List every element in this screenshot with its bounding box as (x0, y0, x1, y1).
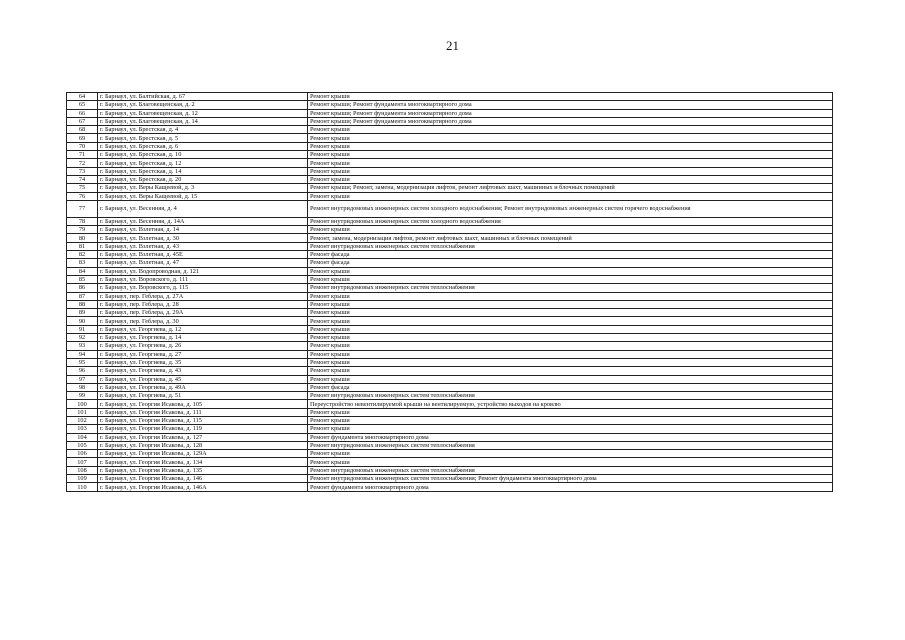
works-cell: Ремонт фундамента многоквартирного дома (308, 483, 833, 491)
table-row (67, 441, 833, 449)
works-cell: Ремонт, замена, модернизация лифтов, ремонт лифтовых шахт, машинных и блочных помещений (308, 234, 833, 242)
address-cell: г. Барнаул, ул. Взлетная, д. 45Е (98, 251, 308, 259)
works-cell: Ремонт крыши (308, 408, 833, 416)
works-cell: Ремонт крыши (308, 226, 833, 234)
table-row (67, 392, 833, 400)
table-row (67, 259, 833, 267)
works-cell: Ремонт внутридомовых инженерных систем холодного водоснабжения; Ремонт внутридомовых инженерных систем горячего водоснабжения (308, 200, 833, 217)
table-row (67, 200, 833, 217)
address-cell: г. Барнаул, ул. Георгиева, д. 12 (98, 325, 308, 333)
address-cell: г. Барнаул, ул. Георгия Исакова, д. 128 (98, 441, 308, 449)
table-row (67, 117, 833, 125)
table-row (67, 234, 833, 242)
works-cell: Ремонт крыши; Ремонт фундамента многоквартирного дома (308, 109, 833, 117)
address-cell: г. Барнаул, пер. Геблера, д. 27А (98, 292, 308, 300)
row-number-cell: 104 (67, 433, 98, 441)
address-cell: г. Барнаул, ул. Георгиева, д. 35 (98, 358, 308, 366)
table-row (67, 350, 833, 358)
works-cell: Ремонт крыши (308, 175, 833, 183)
works-cell: Ремонт внутридомовых инженерных систем теплоснабжения (308, 284, 833, 292)
address-cell: г. Барнаул, ул. Георгиева, д. 27 (98, 350, 308, 358)
table-row (67, 184, 833, 192)
row-number-cell: 109 (67, 475, 98, 483)
works-cell: Ремонт крыши (308, 317, 833, 325)
address-cell: г. Барнаул, ул. Георгия Исакова, д. 135 (98, 466, 308, 474)
table-row (67, 151, 833, 159)
address-cell: г. Барнаул, ул. Брестская, д. 20 (98, 175, 308, 183)
works-cell: Ремонт крыши (308, 267, 833, 275)
row-number-cell: 108 (67, 466, 98, 474)
works-cell: Ремонт крыши; Ремонт, замена, модернизация лифтов, ремонт лифтовых шахт, машинных и блочных помещений (308, 184, 833, 192)
table-row (67, 342, 833, 350)
table-row (67, 375, 833, 383)
table-row (67, 475, 833, 483)
table-row (67, 425, 833, 433)
row-number-cell: 70 (67, 142, 98, 150)
registry-table (66, 92, 833, 492)
works-cell: Переустройство невентилируемой крыши на вентилируемую, устройство выходов на кровлю (308, 400, 833, 408)
table-row (67, 325, 833, 333)
table-row (67, 466, 833, 474)
table-row (67, 101, 833, 109)
table-row (67, 358, 833, 366)
works-cell: Ремонт крыши (308, 375, 833, 383)
address-cell: г. Барнаул, ул. Веры Кащеевой, д. 15 (98, 192, 308, 200)
works-cell: Ремонт крыши (308, 192, 833, 200)
works-cell: Ремонт фундамента многоквартирного дома (308, 433, 833, 441)
address-cell: г. Барнаул, ул. Взлетная, д. 47 (98, 259, 308, 267)
address-cell: г. Барнаул, ул. Взлетная, д. 43 (98, 242, 308, 250)
row-number-cell: 88 (67, 300, 98, 308)
works-cell: Ремонт внутридомовых инженерных систем теплоснабжения (308, 466, 833, 474)
address-cell: г. Барнаул, ул. Георгиева, д. 49А (98, 383, 308, 391)
works-cell: Ремонт крыши (308, 325, 833, 333)
row-number-cell: 105 (67, 441, 98, 449)
works-cell: Ремонт крыши (308, 134, 833, 142)
works-cell: Ремонт крыши (308, 416, 833, 424)
row-number-cell: 98 (67, 383, 98, 391)
table-row (67, 159, 833, 167)
table-row (67, 292, 833, 300)
address-cell: г. Барнаул, ул. Брестская, д. 14 (98, 167, 308, 175)
row-number-cell: 102 (67, 416, 98, 424)
row-number-cell: 96 (67, 367, 98, 375)
address-cell: г. Барнаул, ул. Георгиева, д. 26 (98, 342, 308, 350)
address-cell: г. Барнаул, ул. Георгиева, д. 43 (98, 367, 308, 375)
row-number-cell: 110 (67, 483, 98, 491)
works-cell: Ремонт крыши (308, 126, 833, 134)
row-number-cell: 80 (67, 234, 98, 242)
address-cell: г. Барнаул, ул. Георгия Исакова, д. 115 (98, 416, 308, 424)
row-number-cell: 99 (67, 392, 98, 400)
row-number-cell: 92 (67, 334, 98, 342)
address-cell: г. Барнаул, ул. Георгия Исакова, д. 134 (98, 458, 308, 466)
address-cell: г. Барнаул, ул. Взлетная, д. 14 (98, 226, 308, 234)
row-number-cell: 100 (67, 400, 98, 408)
table-row (67, 167, 833, 175)
row-number-cell: 69 (67, 134, 98, 142)
row-number-cell: 97 (67, 375, 98, 383)
address-cell: г. Барнаул, ул. Брестская, д. 6 (98, 142, 308, 150)
works-cell: Ремонт крыши (308, 167, 833, 175)
address-cell: г. Барнаул, ул. Георгия Исакова, д. 119 (98, 425, 308, 433)
row-number-cell: 83 (67, 259, 98, 267)
address-cell: г. Барнаул, ул. Георгия Исакова, д. 127 (98, 433, 308, 441)
address-cell: г. Барнаул, ул. Благовещенская, д. 14 (98, 117, 308, 125)
address-cell: г. Барнаул, ул. Балтийская, д. 67 (98, 93, 308, 101)
address-cell: г. Барнаул, ул. Георгия Исакова, д. 111 (98, 408, 308, 416)
works-cell: Ремонт крыши (308, 450, 833, 458)
row-number-cell: 89 (67, 309, 98, 317)
table-row (67, 109, 833, 117)
row-number-cell: 78 (67, 217, 98, 225)
address-cell: г. Барнаул, пер. Геблера, д. 30 (98, 317, 308, 325)
row-number-cell: 85 (67, 275, 98, 283)
table-row (67, 300, 833, 308)
works-cell: Ремонт крыши (308, 275, 833, 283)
table-row (67, 217, 833, 225)
works-cell: Ремонт фасада (308, 251, 833, 259)
works-cell: Ремонт крыши (308, 358, 833, 366)
address-cell: г. Барнаул, ул. Брестская, д. 4 (98, 126, 308, 134)
address-cell: г. Барнаул, ул. Георгиева, д. 14 (98, 334, 308, 342)
address-cell: г. Барнаул, ул. Благовещенская, д. 12 (98, 109, 308, 117)
table-row (67, 192, 833, 200)
table-row (67, 483, 833, 491)
table-row (67, 275, 833, 283)
row-number-cell: 77 (67, 200, 98, 217)
row-number-cell: 103 (67, 425, 98, 433)
page-number: 21 (446, 38, 459, 53)
works-cell: Ремонт крыши (308, 93, 833, 101)
works-cell: Ремонт внутридомовых инженерных систем теплоснабжения (308, 392, 833, 400)
address-cell: г. Барнаул, ул. Брестская, д. 12 (98, 159, 308, 167)
table-row (67, 93, 833, 101)
works-cell: Ремонт крыши (308, 300, 833, 308)
row-number-cell: 65 (67, 101, 98, 109)
address-cell: г. Барнаул, ул. Георгия Исакова, д. 105 (98, 400, 308, 408)
table-row (67, 408, 833, 416)
address-cell: г. Барнаул, ул. Брестская, д. 10 (98, 151, 308, 159)
address-cell: г. Барнаул, ул. Георгия Исакова, д. 129А (98, 450, 308, 458)
row-number-cell: 107 (67, 458, 98, 466)
row-number-cell: 64 (67, 93, 98, 101)
address-cell: г. Барнаул, ул. Воровского, д. 111 (98, 275, 308, 283)
table-row (67, 433, 833, 441)
row-number-cell: 72 (67, 159, 98, 167)
row-number-cell: 66 (67, 109, 98, 117)
row-number-cell: 87 (67, 292, 98, 300)
row-number-cell: 74 (67, 175, 98, 183)
address-cell: г. Барнаул, пер. Геблера, д. 29А (98, 309, 308, 317)
works-cell: Ремонт крыши (308, 142, 833, 150)
table-row (67, 383, 833, 391)
row-number-cell: 67 (67, 117, 98, 125)
row-number-cell: 76 (67, 192, 98, 200)
address-cell: г. Барнаул, ул. Воровского, д. 115 (98, 284, 308, 292)
table-row (67, 309, 833, 317)
table-row (67, 126, 833, 134)
row-number-cell: 95 (67, 358, 98, 366)
table-row (67, 242, 833, 250)
row-number-cell: 93 (67, 342, 98, 350)
works-cell: Ремонт крыши (308, 367, 833, 375)
works-cell: Ремонт внутридомовых инженерных систем холодного водоснабжения (308, 217, 833, 225)
table-row (67, 334, 833, 342)
works-cell: Ремонт фасада (308, 383, 833, 391)
address-cell: г. Барнаул, ул. Веры Кащеевой, д. 3 (98, 184, 308, 192)
table-row (67, 267, 833, 275)
row-number-cell: 73 (67, 167, 98, 175)
works-cell: Ремонт внутридомовых инженерных систем теплоснабжения (308, 441, 833, 449)
row-number-cell: 101 (67, 408, 98, 416)
works-cell: Ремонт фасада (308, 259, 833, 267)
row-number-cell: 68 (67, 126, 98, 134)
works-cell: Ремонт крыши; Ремонт фундамента многоквартирного дома (308, 117, 833, 125)
address-cell: г. Барнаул, ул. Брестская, д. 5 (98, 134, 308, 142)
row-number-cell: 86 (67, 284, 98, 292)
row-number-cell: 84 (67, 267, 98, 275)
row-number-cell: 106 (67, 450, 98, 458)
row-number-cell: 79 (67, 226, 98, 234)
address-cell: г. Барнаул, ул. Георгиева, д. 45 (98, 375, 308, 383)
row-number-cell: 71 (67, 151, 98, 159)
row-number-cell: 82 (67, 251, 98, 259)
registry-body (67, 93, 833, 492)
works-cell: Ремонт крыши (308, 334, 833, 342)
address-cell: г. Барнаул, ул. Весенняя, д. 4 (98, 200, 308, 217)
works-cell: Ремонт крыши (308, 159, 833, 167)
address-cell: г. Барнаул, пер. Геблера, д. 28 (98, 300, 308, 308)
table-row (67, 400, 833, 408)
works-cell: Ремонт внутридомовых инженерных систем теплоснабжения (308, 242, 833, 250)
works-cell: Ремонт внутридомовых инженерных систем теплоснабжения; Ремонт фундамента многоквартирного дома (308, 475, 833, 483)
address-cell: г. Барнаул, ул. Взлетная, д. 30 (98, 234, 308, 242)
table-row (67, 450, 833, 458)
works-cell: Ремонт крыши (308, 309, 833, 317)
works-cell: Ремонт крыши; Ремонт фундамента многоквартирного дома (308, 101, 833, 109)
works-cell: Ремонт крыши (308, 350, 833, 358)
table-row (67, 142, 833, 150)
table-row (67, 251, 833, 259)
works-cell: Ремонт крыши (308, 151, 833, 159)
row-number-cell: 91 (67, 325, 98, 333)
table-row (67, 226, 833, 234)
row-number-cell: 75 (67, 184, 98, 192)
address-cell: г. Барнаул, ул. Весенняя, д. 14А (98, 217, 308, 225)
works-cell: Ремонт крыши (308, 425, 833, 433)
table-row (67, 134, 833, 142)
address-cell: г. Барнаул, ул. Георгия Исакова, д. 146 (98, 475, 308, 483)
table-row (67, 458, 833, 466)
address-cell: г. Барнаул, ул. Благовещенская, д. 2 (98, 101, 308, 109)
table-row (67, 317, 833, 325)
row-number-cell: 90 (67, 317, 98, 325)
row-number-cell: 81 (67, 242, 98, 250)
address-cell: г. Барнаул, ул. Водопроводная, д. 121 (98, 267, 308, 275)
table-row (67, 175, 833, 183)
table-row (67, 284, 833, 292)
table-row (67, 367, 833, 375)
address-cell: г. Барнаул, ул. Георгиева, д. 51 (98, 392, 308, 400)
works-cell: Ремонт крыши (308, 292, 833, 300)
row-number-cell: 94 (67, 350, 98, 358)
address-cell: г. Барнаул, ул. Георгия Исакова, д. 146А (98, 483, 308, 491)
table-row (67, 416, 833, 424)
works-cell: Ремонт крыши (308, 342, 833, 350)
works-cell: Ремонт крыши (308, 458, 833, 466)
